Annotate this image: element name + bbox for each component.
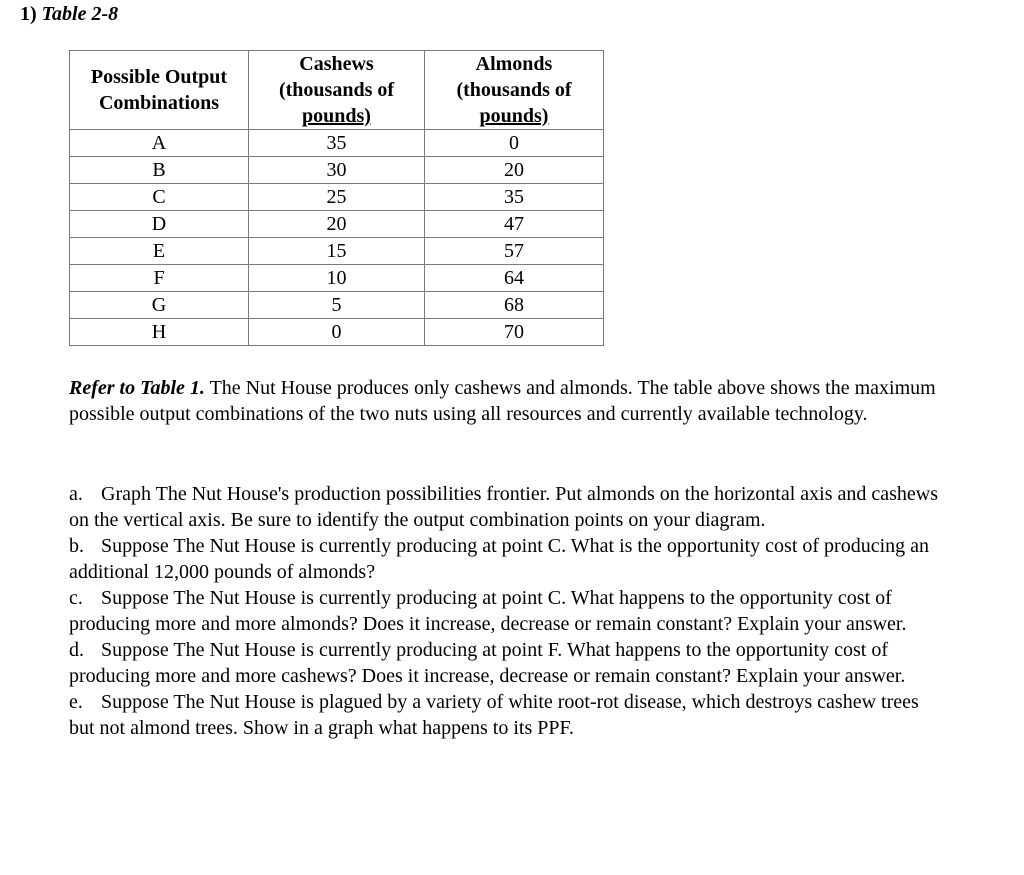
cell-combination: E xyxy=(70,238,249,265)
table-row xyxy=(70,211,604,238)
cell-combination: G xyxy=(70,292,249,319)
table-header-row xyxy=(70,51,604,130)
question-text: Graph The Nut House's production possibilities frontier. Put almonds on the horizontal axis and cashews on the vertical axis. Be sure to identify the output combination points on your diagram. xyxy=(69,483,938,531)
cell-cashews: 5 xyxy=(249,292,425,319)
cell-cashews: 15 xyxy=(249,238,425,265)
question-label: b. xyxy=(69,535,84,557)
question-text: Suppose The Nut House is currently producing at point F. What happens to the opportunity cost of producing more and more cashews? Does it increase, decrease or remain constant? Explain your answer. xyxy=(69,639,906,687)
cell-combination: F xyxy=(70,265,249,292)
cell-cashews: 35 xyxy=(249,130,425,157)
question-label: a. xyxy=(69,483,83,505)
cell-combination: A xyxy=(70,130,249,157)
table-row xyxy=(70,157,604,184)
cell-almonds: 64 xyxy=(425,265,604,292)
cell-almonds: 47 xyxy=(425,211,604,238)
cell-combination: C xyxy=(70,184,249,211)
cell-almonds: 35 xyxy=(425,184,604,211)
question-label: c. xyxy=(69,587,83,609)
question-label: d. xyxy=(69,639,84,661)
cell-almonds: 20 xyxy=(425,157,604,184)
problem-number: 1) xyxy=(20,3,37,25)
cell-combination: D xyxy=(70,211,249,238)
cell-cashews: 10 xyxy=(249,265,425,292)
table-row xyxy=(70,265,604,292)
header-combinations: Possible Output Combinations xyxy=(70,51,249,130)
cell-almonds: 57 xyxy=(425,238,604,265)
table-row xyxy=(70,238,604,265)
cell-combination: B xyxy=(70,157,249,184)
question-c xyxy=(69,585,949,637)
table-row xyxy=(70,319,604,346)
table-row xyxy=(70,292,604,319)
cell-cashews: 30 xyxy=(249,157,425,184)
cell-cashews: 25 xyxy=(249,184,425,211)
table-row xyxy=(70,130,604,157)
question-text: Suppose The Nut House is currently producing at point C. What happens to the opportunity cost of producing more and more almonds? Does it increase, decrease or remain constant? Explain your answer. xyxy=(69,587,907,635)
question-b xyxy=(69,533,949,585)
cell-cashews: 0 xyxy=(249,319,425,346)
question-text: Suppose The Nut House is currently producing at point C. What is the opportunity cost of producing an additional 12,000 pounds of almonds? xyxy=(69,535,930,583)
question-e xyxy=(69,689,949,741)
header-almonds: Almonds (thousands of pounds) xyxy=(425,51,604,130)
cell-almonds: 70 xyxy=(425,319,604,346)
table-reference: Refer to Table 1. xyxy=(69,377,205,399)
cell-almonds: 0 xyxy=(425,130,604,157)
header-cashews: Cashews (thousands of pounds) xyxy=(249,51,425,130)
question-label: e. xyxy=(69,691,83,713)
problem-heading xyxy=(20,3,118,26)
question-d xyxy=(69,637,949,689)
cell-cashews: 20 xyxy=(249,211,425,238)
intro-paragraph xyxy=(69,375,949,427)
question-text: Suppose The Nut House is plagued by a variety of white root-rot disease, which destroys cashew trees but not almond trees. Show in a graph what happens to its PPF. xyxy=(69,691,919,739)
question-list xyxy=(69,481,949,741)
question-a xyxy=(69,481,949,533)
table-row xyxy=(70,184,604,211)
table-title: Table 2-8 xyxy=(41,3,119,25)
intro-text: The Nut House produces only cashews and almonds. The table above shows the maximum possible output combinations of the two nuts using all resources and currently available technology. xyxy=(69,377,936,425)
cell-almonds: 68 xyxy=(425,292,604,319)
output-combinations-table xyxy=(69,50,604,346)
cell-combination: H xyxy=(70,319,249,346)
